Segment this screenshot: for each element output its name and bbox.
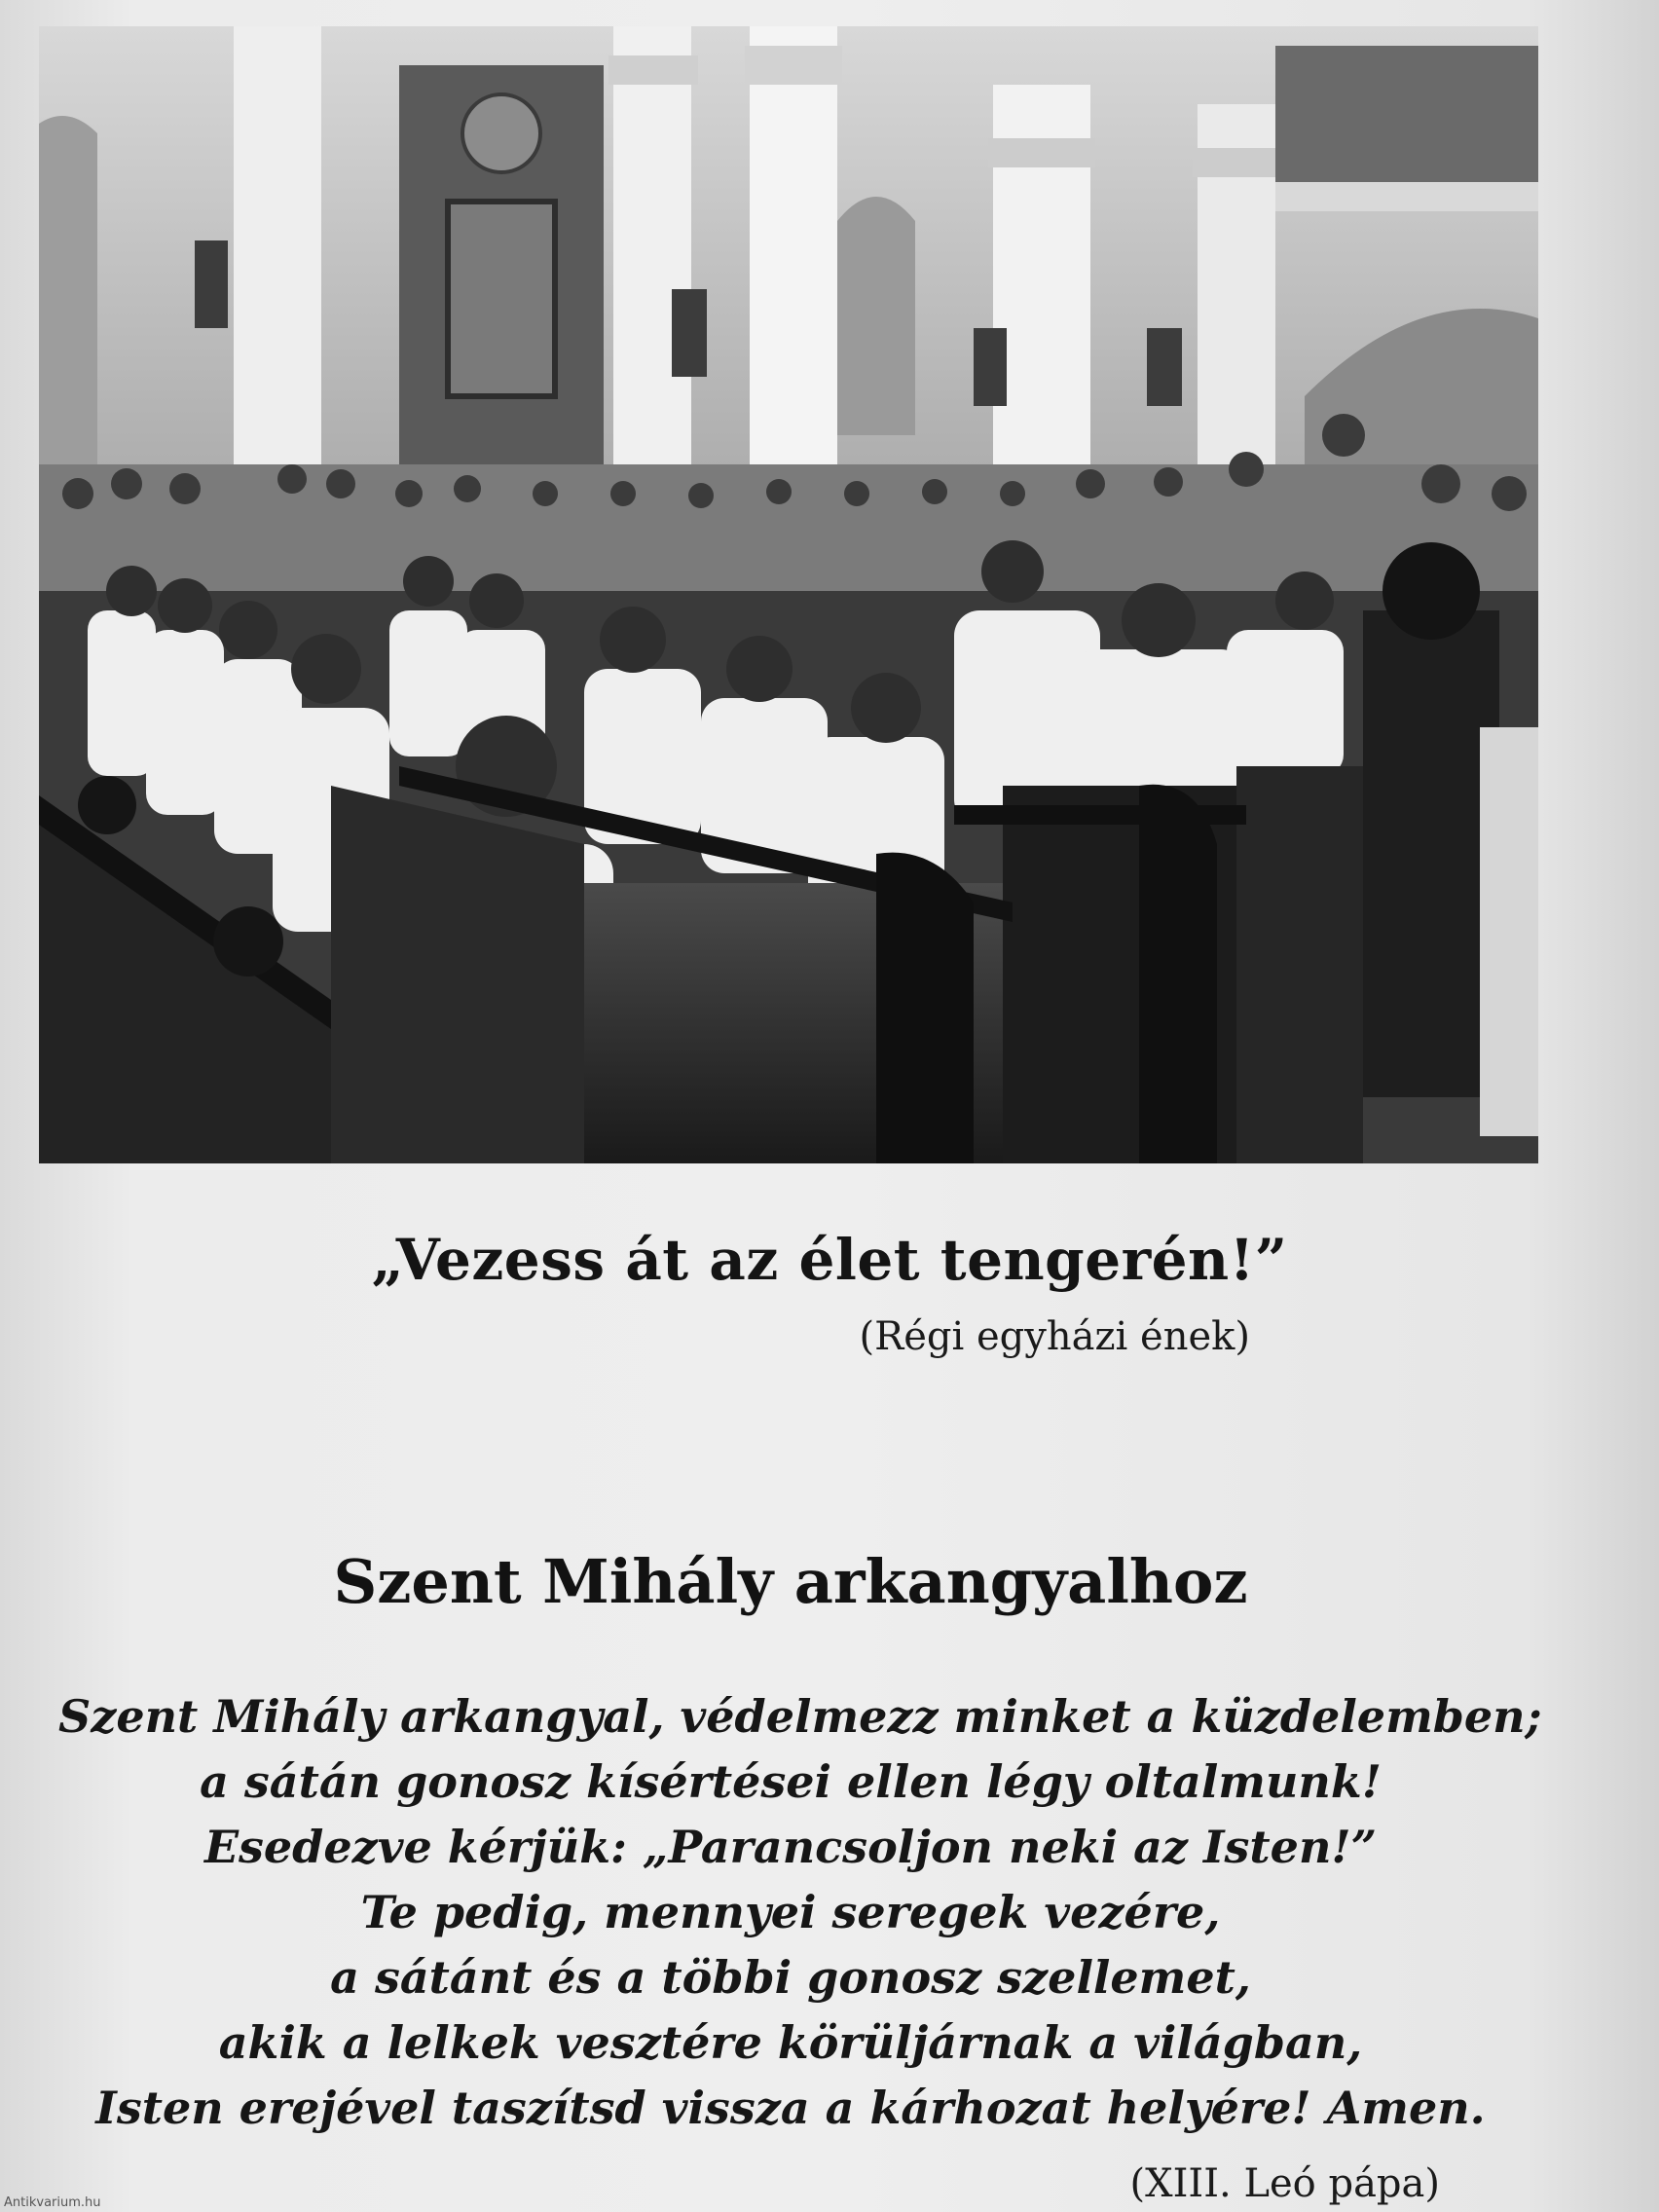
prayer-line: akik a lelkek vesztére körüljárnak a világban, — [218, 2016, 1363, 2069]
prayer-body — [58, 1684, 1542, 2141]
prayer-line: Isten erejével taszítsd vissza a kárhozat helyére! Amen. — [95, 2082, 1486, 2134]
prayer-title: Szent Mihály arkangyalhoz — [333, 1546, 1248, 1617]
prayer-line: a sátánt és a többi gonosz szellemet, — [330, 1951, 1251, 2004]
prayer-author: (XIII. Leó pápa) — [1129, 2161, 1440, 2206]
quote-text: „Vezess át az élet tengerén!” — [371, 1227, 1288, 1293]
prayer-line: a sátán gonosz kísértései ellen légy oltalmunk! — [200, 1755, 1382, 1808]
quote-source: (Régi egyházi ének) — [859, 1314, 1250, 1359]
prayer-line: Te pedig, mennyei seregek vezére, — [360, 1886, 1221, 1938]
prayer-line: Esedezve kérjük: „Parancsoljon neki az Isten!” — [203, 1821, 1378, 1873]
church-photo — [39, 26, 1538, 1163]
watermark: Antikvarium.hu — [4, 2195, 101, 2210]
prayer-line: Szent Mihály arkangyal, védelmezz minket a küzdelemben; — [58, 1690, 1542, 1743]
